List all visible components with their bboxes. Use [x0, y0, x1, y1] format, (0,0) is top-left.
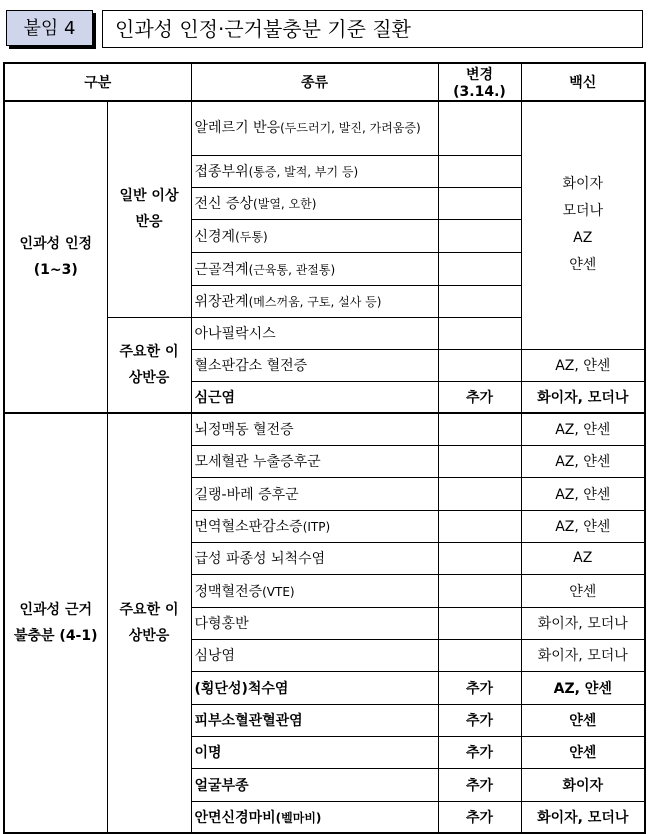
group-major-2-label: 주요한 이 상반응: [119, 602, 179, 644]
row-change: [438, 607, 521, 639]
group-general: [107, 101, 191, 317]
row-type: [191, 187, 438, 219]
header-category: 구분: [4, 63, 191, 101]
row-type: [191, 607, 438, 639]
row-name: 아나필락시스: [194, 326, 276, 342]
row-vaccine: AZ, 얀센: [521, 510, 645, 542]
row-vaccine: AZ: [521, 542, 645, 574]
group-major-2: [107, 413, 191, 833]
row-detail: (메스꺼움, 구토, 설사 등): [248, 295, 382, 309]
group-insufficient-label: 인과성 근거 불충분 (4-1): [13, 602, 98, 644]
row-type: [191, 445, 438, 477]
row-detail: (두드러기, 발진, 가려움증): [280, 121, 421, 136]
row-detail: (두통): [235, 229, 268, 244]
attachment-tag: 붙임 4: [6, 10, 93, 46]
page-title: 인과성 인정·근거불충분 기준 질환: [102, 10, 643, 48]
page-header: [0, 0, 648, 56]
row-type: [191, 349, 438, 381]
row-name: 얼굴부종: [194, 777, 249, 794]
row-name: 근골격계: [194, 261, 249, 278]
row-name: 뇌정맥동 혈전증: [194, 422, 294, 439]
row-name: 혈소판감소 혈전증: [194, 358, 308, 374]
row-type: [191, 574, 438, 607]
row-name: 위장관계: [194, 294, 249, 310]
header-vaccine: 백신: [521, 63, 645, 101]
row-type: [191, 639, 438, 671]
row-type: [191, 219, 438, 252]
row-name: 안면신경마비: [194, 809, 276, 826]
row-vaccine: AZ, 얀센: [521, 349, 645, 381]
row-name: 심낭염: [194, 648, 236, 664]
row-change: [438, 349, 521, 381]
row-type: [191, 768, 438, 801]
row-type: [191, 285, 438, 317]
row-vaccine: AZ, 얀센: [521, 445, 645, 477]
group-general-label: 일반 이상 반응: [119, 188, 179, 231]
row-name: 피부소혈관혈관염: [194, 713, 303, 729]
row-type: [191, 510, 438, 542]
row-vaccine: 화이자, 모더나: [521, 381, 645, 413]
row-change: [438, 510, 521, 542]
row-vaccine: 화이자, 모더나: [521, 607, 645, 639]
row-vaccine: 화이자: [521, 768, 645, 801]
vaccine-item: 모더나: [562, 203, 604, 220]
row-type: [191, 736, 438, 768]
row-vaccine: 얀센: [521, 574, 645, 607]
row-change: 추가: [438, 768, 521, 801]
row-name: 전신 증상: [194, 196, 254, 212]
row-name: 알레르기 반응: [194, 120, 281, 137]
row-type: [191, 801, 438, 833]
row-change: 추가: [438, 801, 521, 833]
row-name: 길랭-바레 증후군: [194, 486, 299, 503]
table-header-row: [4, 63, 645, 101]
row-name: 면역혈소판감소증: [194, 519, 303, 535]
row-change: [438, 445, 521, 477]
row-name: (횡단성)척수염: [194, 680, 289, 697]
merged-vaccine-cell: [521, 101, 645, 349]
row-type: [191, 381, 438, 413]
row-detail: (ITP): [302, 520, 331, 534]
row-change: [438, 639, 521, 671]
row-type: [191, 252, 438, 285]
vaccine-item: 얀센: [569, 257, 597, 274]
row-type: [191, 413, 438, 445]
row-change: [438, 219, 521, 252]
row-name: 이명: [194, 745, 222, 761]
row-name: 급성 파종성 뇌척수염: [194, 551, 326, 567]
row-detail: (발열, 오한): [253, 197, 317, 211]
row-change: [438, 101, 521, 155]
group-major-1-label: 주요한 이 상반응: [119, 343, 179, 386]
row-type: [191, 542, 438, 574]
row-change: [438, 155, 521, 187]
row-type: [191, 704, 438, 736]
row-change: [438, 477, 521, 510]
row-change: 추가: [438, 381, 521, 413]
vaccine-item: 화이자: [562, 176, 604, 193]
criteria-table: [3, 62, 646, 834]
row-change: 추가: [438, 704, 521, 736]
row-type: [191, 101, 438, 155]
row-change: [438, 285, 521, 317]
row-detail: (근육통, 관절통): [248, 262, 336, 277]
row-type: [191, 317, 438, 349]
row-name: 접종부위: [194, 164, 249, 180]
group-recognized-label: 인과성 인정 (1~3): [19, 236, 92, 278]
row-name: 다형홍반: [194, 616, 249, 632]
row-name: 정맥혈전증: [194, 583, 263, 600]
vaccine-item: AZ: [573, 230, 593, 247]
row-name: 모세혈관 누출증후군: [194, 454, 321, 470]
row-vaccine: 화이자, 모더나: [521, 639, 645, 671]
row-name: 신경계: [194, 228, 236, 245]
table-row: [4, 413, 645, 445]
row-type: [191, 477, 438, 510]
row-change: 추가: [438, 671, 521, 704]
row-change: 추가: [438, 736, 521, 768]
row-vaccine: 얀센: [521, 736, 645, 768]
table-row: [4, 101, 645, 155]
row-vaccine: 화이자, 모더나: [521, 801, 645, 833]
row-name: 심근염: [194, 389, 236, 406]
row-vaccine: AZ, 얀센: [521, 477, 645, 510]
group-insufficient: [4, 413, 107, 833]
row-detail: (통증, 발적, 부기 등): [248, 165, 359, 179]
row-change: [438, 574, 521, 607]
row-vaccine: AZ, 얀센: [521, 671, 645, 704]
row-type: [191, 671, 438, 704]
header-type: 종류: [191, 63, 438, 101]
row-vaccine: 얀센: [521, 704, 645, 736]
row-detail: (VTE): [262, 584, 295, 599]
row-change: [438, 187, 521, 219]
row-change: [438, 413, 521, 445]
row-change: [438, 317, 521, 349]
row-vaccine: AZ, 얀센: [521, 413, 645, 445]
row-change: [438, 252, 521, 285]
row-change: [438, 542, 521, 574]
header-change: 변경(3.14.): [438, 63, 521, 101]
group-major-1: [107, 317, 191, 413]
row-detail: (벨마비): [275, 810, 322, 825]
group-recognized: [4, 101, 107, 413]
row-type: [191, 155, 438, 187]
